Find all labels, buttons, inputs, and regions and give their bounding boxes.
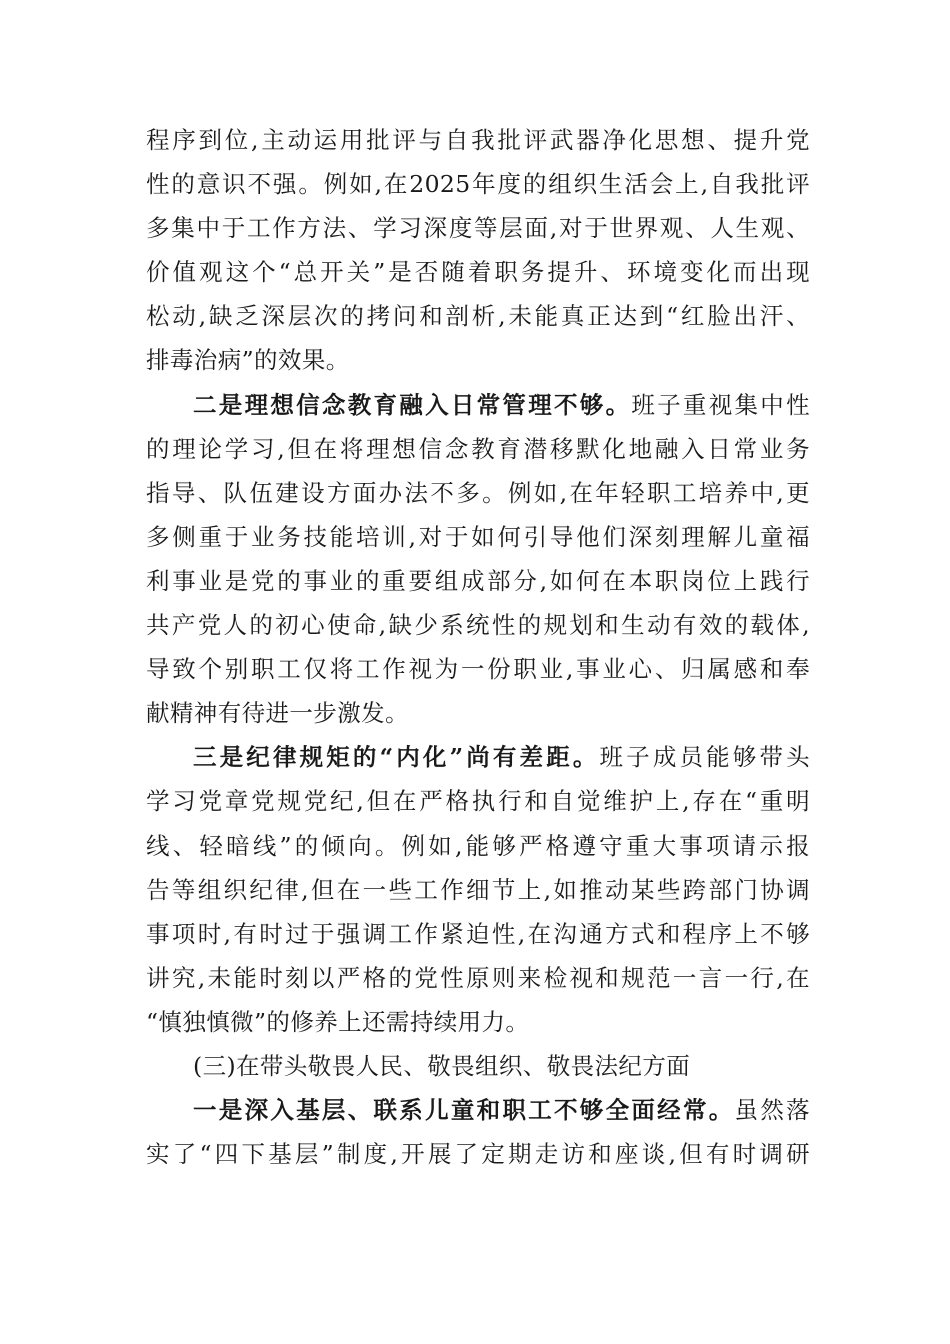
text-line [146,691,810,735]
body-text: 共产党人的初心使命,缺少系统性的规划和生动有效的载体, [146,611,810,640]
body-text: 班子重视集中性 [631,390,810,419]
bold-heading-text: 二是理想信念教育融入日常管理不够。 [193,390,632,419]
text-line [146,1132,810,1176]
text-line [146,206,810,250]
text-line [146,250,810,294]
text-line [146,383,810,427]
bold-heading-text: 三是纪律规矩的“内化”尚有差距。 [193,743,600,772]
body-text: 事项时,有时过于强调工作紧迫性,在沟通方式和程序上不够 [146,919,810,948]
text-line [146,868,810,912]
body-text: 导致个别职工仅将工作视为一份职业,事业心、归属感和奉 [146,655,810,684]
body-text: 讲究,未能时刻以严格的党性原则来检视和规范一言一行,在 [146,963,810,992]
body-text: 的理论学习,但在将理想信念教育潜移默化地融入日常业务 [146,434,810,463]
body-text: 献精神有待进一步激发。 [146,699,409,728]
text-line [146,603,810,647]
body-text: 程序到位,主动运用批评与自我批评武器净化思想、提升党 [146,126,810,154]
text-line [146,779,810,823]
text-line [146,1088,810,1132]
text-line [146,647,810,691]
body-text: 利事业是党的事业的重要组成部分,如何在本职岗位上践行 [146,566,810,595]
text-line [146,559,810,603]
body-text: 松动,缺乏深层次的拷问和剖析,未能真正达到“红脸出汗、 [146,302,810,331]
body-text: 学习党章党规党纪,但在严格执行和自觉维护上,存在“重明 [146,787,810,816]
bold-heading-text: 一是深入基层、联系儿童和职工不够全面经常。 [193,1096,735,1125]
body-text: 告等组织纪律,但在一些工作细节上,如推动某些跨部门协调 [146,875,810,904]
document-body [146,118,810,1176]
body-text: 性的意识不强。例如,在2025年度的组织生活会上,自我批评 [146,170,810,199]
text-line [146,1044,810,1088]
body-text: 多侧重于业务技能培训,对于如何引导他们深刻理解儿童福 [146,522,810,551]
body-text: 多集中于工作方法、学习深度等层面,对于世界观、人生观、 [146,214,810,243]
text-line [146,735,810,779]
body-text: 价值观这个“总开关”是否随着职务提升、环境变化而出现 [146,258,810,287]
body-text: 排毒治病”的效果。 [146,346,350,375]
text-line [146,956,810,1000]
text-line [146,471,810,515]
body-text: 虽然落 [734,1096,811,1125]
text-line [146,1000,810,1044]
text-line [146,515,810,559]
body-text: (三)在带头敬畏人民、敬畏组织、敬畏法纪方面 [193,1051,691,1080]
body-text: 指导、队伍建设方面办法不多。例如,在年轻职工培养中,更 [146,478,810,507]
body-text: 实了“四下基层”制度,开展了定期走访和座谈,但有时调研 [146,1140,810,1169]
text-line [146,338,810,382]
body-text: 班子成员能够带头 [599,743,810,772]
body-text: “慎独慎微”的修养上还需持续用力。 [146,1007,530,1036]
text-line [146,162,810,206]
text-line [146,824,810,868]
text-line [146,294,810,338]
text-line [146,427,810,471]
body-text: 线、轻暗线”的倾向。例如,能够严格遵守重大事项请示报 [146,831,810,860]
text-line [146,912,810,956]
text-line [146,118,810,162]
